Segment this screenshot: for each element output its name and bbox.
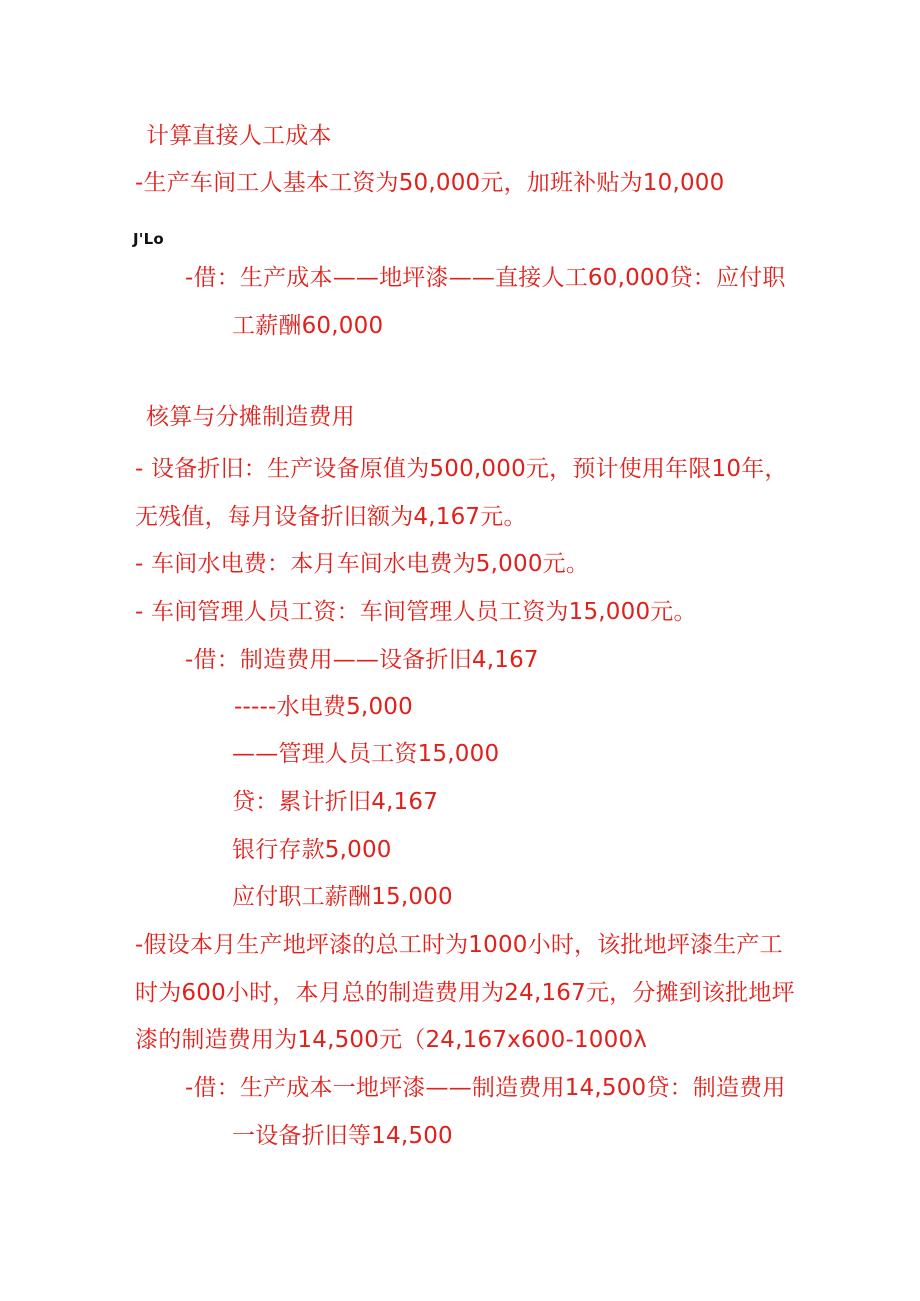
overhead-entry-credit: 贷：累计折旧4,167 [232, 789, 439, 815]
labor-entry-line1: -借：生产成本——地坪漆——直接人工60,000贷：应付职 [185, 265, 786, 291]
allocation-line3: 漆的制造费用为14,500元（24,167x600-1000λ [135, 1027, 648, 1053]
overhead-entry-debit: -借：制造费用——设备折旧4,167 [185, 647, 539, 673]
staff-salary-line: - 车间管理人员工资：车间管理人员工资为15,000元。 [135, 599, 697, 625]
labor-heading: 计算直接人工成本 [146, 123, 332, 149]
depreciation-line2: 无残值，每月设备折旧额为4,167元。 [135, 504, 527, 530]
allocation-line2: 时为600小时，本月总的制造费用为24,167元，分摊到该批地坪 [135, 980, 795, 1006]
allocation-line1: -假设本月生产地坪漆的总工时为1000小时，该批地坪漆生产工 [135, 932, 783, 958]
scan-artifact-text: J'Lo [133, 230, 164, 248]
overhead-entry-bank: 银行存款5,000 [232, 837, 392, 863]
utilities-line: - 车间水电费：本月车间水电费为5,000元。 [135, 551, 590, 577]
overhead-entry-utilities: -----水电费5,000 [234, 694, 413, 720]
allocation-entry-line2: 一设备折旧等14,500 [232, 1123, 453, 1149]
labor-entry-line2: 工薪酬60,000 [232, 313, 384, 339]
allocation-entry-line1: -借：生产成本一地坪漆——制造费用14,500贷：制造费用 [185, 1075, 786, 1101]
depreciation-line1: - 设备折旧：生产设备原值为500,000元，预计使用年限10年， [135, 456, 788, 482]
overhead-entry-staff: ——管理人员工资15,000 [232, 741, 500, 767]
overhead-entry-payroll: 应付职工薪酬15,000 [232, 884, 453, 910]
overhead-heading: 核算与分摊制造费用 [146, 404, 355, 430]
labor-wage-line: -生产车间工人基本工资为50,000元，加班补贴为10,000 [135, 170, 725, 196]
